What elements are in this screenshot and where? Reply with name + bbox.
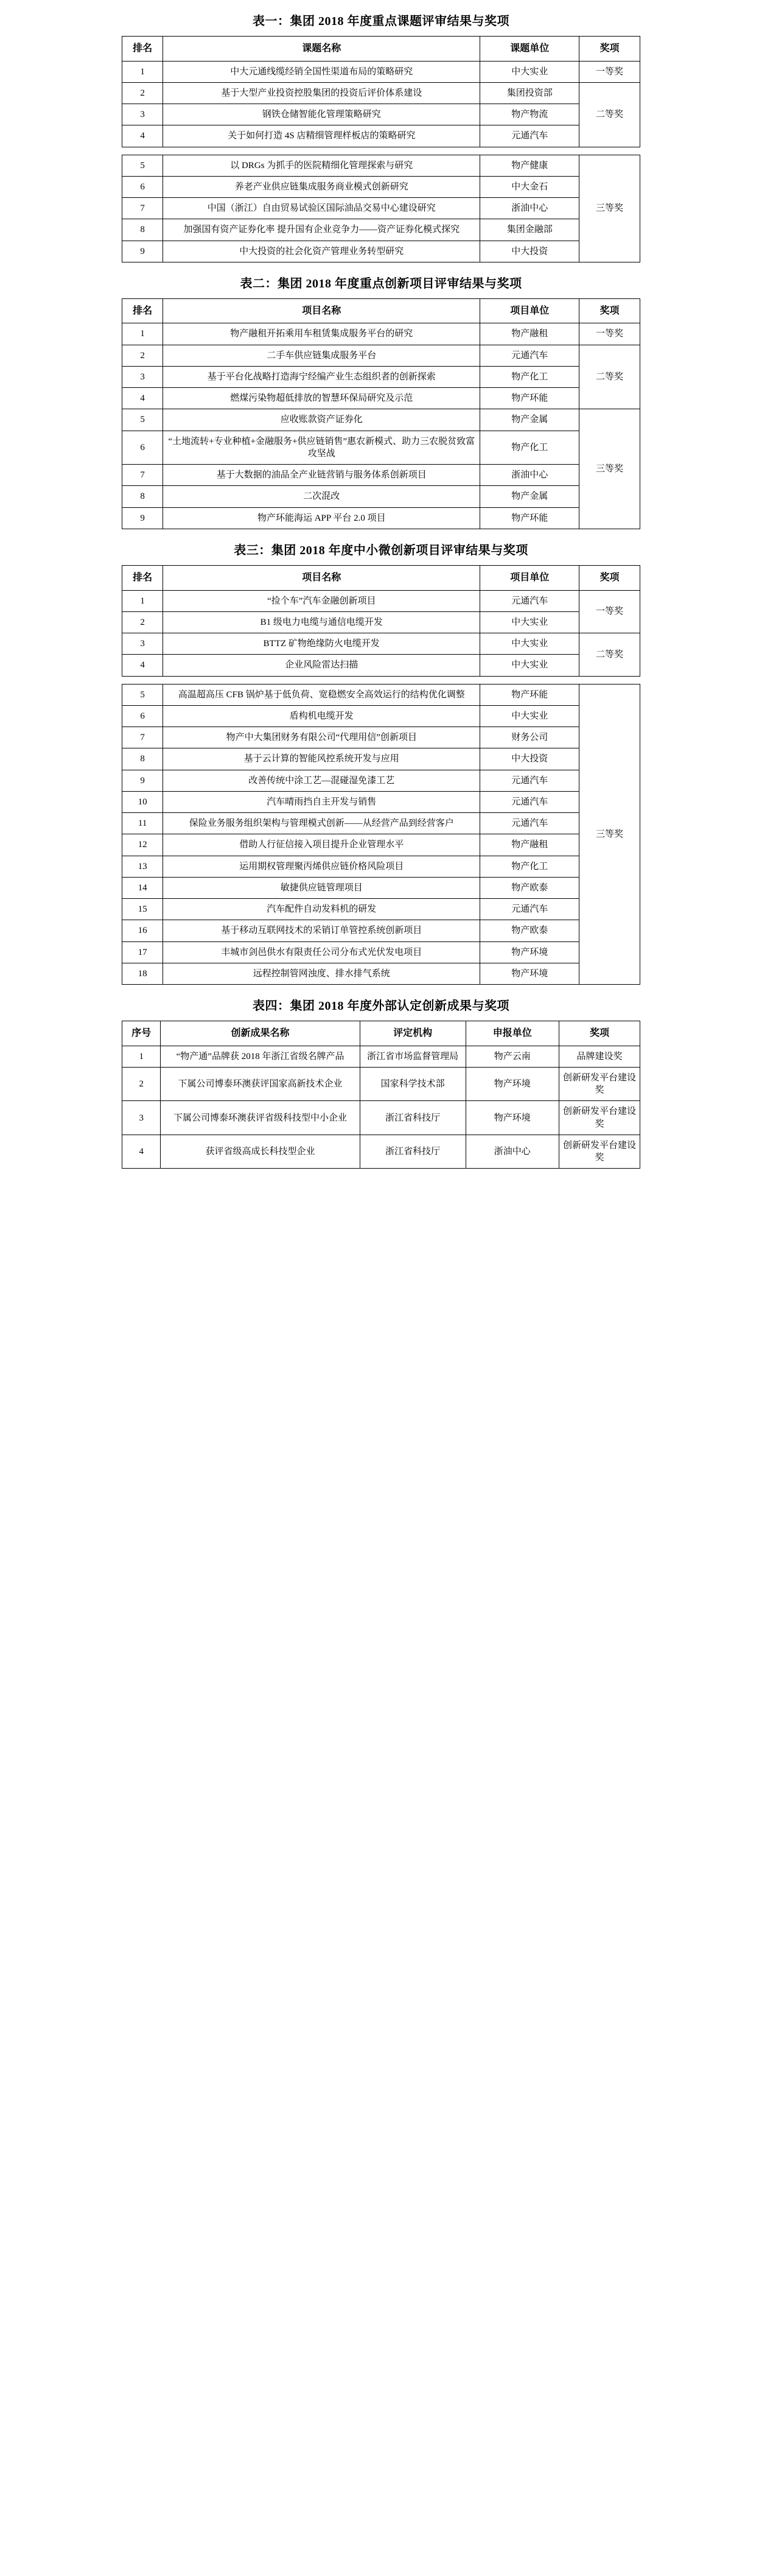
table-row [122, 507, 640, 529]
table-row [122, 198, 640, 219]
table-3-part-1 [122, 565, 640, 677]
cell-unit: 物产融租 [480, 834, 579, 856]
cell-rank: 6 [122, 431, 163, 465]
table-row [122, 963, 640, 984]
cell-rank: 7 [122, 465, 163, 486]
cell-unit: 中大实业 [480, 655, 579, 676]
table-row [122, 684, 640, 705]
cell-unit: 中大实业 [480, 633, 579, 655]
cell-name: 改善传统中涂工艺—混碰湿免漆工艺 [163, 770, 480, 791]
cell-award: 创新研发平台建设奖 [559, 1101, 640, 1135]
cell-name: 获评省级高成长科技型企业 [161, 1135, 360, 1169]
cell-rank: 4 [122, 655, 163, 676]
table-row [122, 920, 640, 941]
table-row [122, 727, 640, 748]
table-row [122, 705, 640, 727]
cell-name: B1 级电力电缆与通信电缆开发 [163, 611, 480, 633]
column-header-name: 课题名称 [163, 37, 480, 62]
cell-unit: 中大金石 [480, 176, 579, 197]
cell-name: 运用期权管理聚丙烯供应链价格风险项目 [163, 856, 480, 877]
table-row [122, 465, 640, 486]
cell-rank: 16 [122, 920, 163, 941]
section-table-3 [0, 529, 762, 985]
cell-rank: 1 [122, 323, 163, 345]
cell-unit: 物产金属 [480, 486, 579, 507]
cell-unit: 物产健康 [480, 155, 579, 176]
cell-award: 品牌建设奖 [559, 1046, 640, 1067]
cell-unit: 物产欧泰 [480, 920, 579, 941]
table-row [122, 176, 640, 197]
cell-rank: 7 [122, 727, 163, 748]
cell-rank: 15 [122, 899, 163, 920]
cell-index: 4 [122, 1135, 161, 1169]
cell-rank: 8 [122, 219, 163, 241]
cell-unit: 中大投资 [480, 241, 579, 262]
cell-unit: 元通汽车 [480, 813, 579, 834]
cell-name: 物产中大集团财务有限公司“代理用信”创新项目 [163, 727, 480, 748]
column-header-award: 奖项 [579, 298, 640, 323]
cell-rank: 12 [122, 834, 163, 856]
table-row [122, 633, 640, 655]
cell-name: “土地流转+专业种植+金融服务+供应链销售”惠农新模式、助力三农脱贫致富攻坚战 [163, 431, 480, 465]
cell-unit: 财务公司 [480, 727, 579, 748]
cell-name: 基于大型产业投资控股集团的投资后评价体系建设 [163, 82, 480, 104]
table-row [122, 899, 640, 920]
table-row [122, 1101, 640, 1135]
cell-unit: 中大实业 [480, 61, 579, 82]
cell-unit: 浙油中心 [480, 465, 579, 486]
cell-unit: 物产云南 [466, 1046, 559, 1067]
table-row [122, 1067, 640, 1101]
cell-org: 浙江省科技厅 [360, 1101, 466, 1135]
table-row [122, 155, 640, 176]
table-row [122, 345, 640, 366]
table-row [122, 748, 640, 770]
cell-name: 物产环能海运 APP 平台 2.0 项目 [163, 507, 480, 529]
table-row [122, 61, 640, 82]
cell-unit: 元通汽车 [480, 345, 579, 366]
cell-name: 养老产业供应链集成服务商业模式创新研究 [163, 176, 480, 197]
cell-name: 盾构机电缆开发 [163, 705, 480, 727]
table-row [122, 125, 640, 147]
table-3-caption: 表三：集团 2018 年度中小微创新项目评审结果与奖项 [234, 543, 528, 557]
table-row [122, 941, 640, 963]
cell-award: 三等奖 [579, 684, 640, 985]
cell-name: 中大元通线缆经销全国性渠道布局的策略研究 [163, 61, 480, 82]
cell-rank: 4 [122, 125, 163, 147]
table-row [122, 813, 640, 834]
cell-name: 钢铁仓储智能化管理策略研究 [163, 104, 480, 125]
column-header-unit: 申报单位 [466, 1021, 559, 1046]
cell-name: 基于大数据的油品全产业链营销与服务体系创新项目 [163, 465, 480, 486]
cell-unit: 浙油中心 [466, 1135, 559, 1169]
table-row [122, 104, 640, 125]
cell-unit: 物产融租 [480, 323, 579, 345]
column-header-name: 项目名称 [163, 565, 480, 590]
cell-unit: 物产环境 [480, 963, 579, 984]
cell-rank: 17 [122, 941, 163, 963]
table-gap [0, 677, 762, 684]
cell-unit: 物产金属 [480, 409, 579, 431]
table-row [122, 856, 640, 877]
cell-name: 高温超高压 CFB 锅炉基于低负荷、宽稳燃安全高效运行的结构优化调整 [163, 684, 480, 705]
table-row [122, 1135, 640, 1169]
table-row [122, 431, 640, 465]
cell-rank: 3 [122, 366, 163, 387]
table-1-part-2 [122, 155, 640, 262]
cell-name: 以 DRGs 为抓手的医院精细化管理探索与研究 [163, 155, 480, 176]
table-header-row [122, 37, 640, 62]
table-4-caption: 表四：集团 2018 年度外部认定创新成果与奖项 [253, 999, 509, 1013]
cell-org: 浙江省科技厅 [360, 1135, 466, 1169]
cell-rank: 3 [122, 633, 163, 655]
table-row [122, 241, 640, 262]
cell-name: 企业风险雷达扫描 [163, 655, 480, 676]
column-header-index: 序号 [122, 1021, 161, 1046]
column-header-award: 奖项 [579, 37, 640, 62]
cell-unit: 物产化工 [480, 366, 579, 387]
cell-index: 2 [122, 1067, 161, 1101]
cell-rank: 5 [122, 155, 163, 176]
cell-name: 下属公司博泰环澳获评国家高新技术企业 [161, 1067, 360, 1101]
cell-unit: 物产化工 [480, 856, 579, 877]
cell-name: 基于云计算的智能风控系统开发与应用 [163, 748, 480, 770]
cell-award: 一等奖 [579, 323, 640, 345]
cell-unit: 集团金融部 [480, 219, 579, 241]
table-row [122, 590, 640, 611]
column-header-unit: 项目单位 [480, 298, 579, 323]
table-1-caption: 表一：集团 2018 年度重点课题评审结果与奖项 [253, 15, 509, 28]
cell-award: 一等奖 [579, 61, 640, 82]
table-header-row [122, 298, 640, 323]
cell-award: 二等奖 [579, 633, 640, 677]
column-header-rank: 排名 [122, 298, 163, 323]
cell-rank: 6 [122, 176, 163, 197]
cell-rank: 2 [122, 611, 163, 633]
cell-name: 燃煤污染物超低排放的智慧环保局研究及示范 [163, 388, 480, 409]
cell-index: 3 [122, 1101, 161, 1135]
table-header-row [122, 565, 640, 590]
cell-unit: 中大实业 [480, 705, 579, 727]
cell-rank: 7 [122, 198, 163, 219]
cell-name: 应收账款资产证券化 [163, 409, 480, 431]
cell-name: 汽车配件自动发料机的研发 [163, 899, 480, 920]
column-header-name: 创新成果名称 [161, 1021, 360, 1046]
cell-unit: 中大实业 [480, 611, 579, 633]
cell-rank: 1 [122, 590, 163, 611]
cell-name: 中大投资的社会化资产管理业务转型研究 [163, 241, 480, 262]
cell-rank: 1 [122, 61, 163, 82]
cell-award: 创新研发平台建设奖 [559, 1067, 640, 1101]
cell-award: 一等奖 [579, 590, 640, 633]
cell-award: 三等奖 [579, 155, 640, 262]
table-row [122, 486, 640, 507]
column-header-award: 奖项 [559, 1021, 640, 1046]
cell-name: 敏捷供应链管理项目 [163, 877, 480, 898]
table-gap [0, 147, 762, 155]
cell-org: 浙江省市场监督管理局 [360, 1046, 466, 1067]
cell-rank: 11 [122, 813, 163, 834]
table-4 [122, 1021, 640, 1169]
table-row [122, 219, 640, 241]
cell-unit: 元通汽车 [480, 590, 579, 611]
table-row [122, 1046, 640, 1067]
cell-unit: 中大投资 [480, 748, 579, 770]
cell-rank: 5 [122, 409, 163, 431]
cell-unit: 物产环境 [466, 1067, 559, 1101]
table-row [122, 323, 640, 345]
cell-name: 基于平台化战略打造海宁经编产业生态组织者的创新探索 [163, 366, 480, 387]
cell-rank: 8 [122, 748, 163, 770]
cell-rank: 9 [122, 770, 163, 791]
cell-award: 创新研发平台建设奖 [559, 1135, 640, 1169]
column-header-org: 评定机构 [360, 1021, 466, 1046]
table-row [122, 655, 640, 676]
cell-rank: 6 [122, 705, 163, 727]
cell-rank: 3 [122, 104, 163, 125]
cell-unit: 物产欧泰 [480, 877, 579, 898]
table-row [122, 82, 640, 104]
cell-rank: 14 [122, 877, 163, 898]
table-3-part-2 [122, 684, 640, 985]
column-header-name: 项目名称 [163, 298, 480, 323]
cell-unit: 物产环能 [480, 684, 579, 705]
cell-unit: 元通汽车 [480, 899, 579, 920]
table-row [122, 409, 640, 431]
cell-index: 1 [122, 1046, 161, 1067]
cell-name: 加强国有资产证券化率 提升国有企业竞争力——资产证券化模式探究 [163, 219, 480, 241]
table-row [122, 791, 640, 812]
table-2-caption: 表二：集团 2018 年度重点创新项目评审结果与奖项 [240, 276, 522, 290]
cell-rank: 4 [122, 388, 163, 409]
cell-name: 二手车供应链集成服务平台 [163, 345, 480, 366]
cell-name: 下属公司博泰环澳获评省级科技型中小企业 [161, 1101, 360, 1135]
cell-rank: 13 [122, 856, 163, 877]
cell-rank: 8 [122, 486, 163, 507]
table-row [122, 366, 640, 387]
cell-unit: 物产环能 [480, 507, 579, 529]
cell-name: BTTZ 矿物绝缘防火电缆开发 [163, 633, 480, 655]
cell-name: 借助人行征信接入项目提升企业管理水平 [163, 834, 480, 856]
cell-name: 二次混改 [163, 486, 480, 507]
table-row [122, 388, 640, 409]
cell-name: 物产融租开拓乘用车租赁集成服务平台的研究 [163, 323, 480, 345]
cell-rank: 9 [122, 241, 163, 262]
cell-award: 二等奖 [579, 345, 640, 409]
cell-unit: 浙油中心 [480, 198, 579, 219]
cell-rank: 2 [122, 82, 163, 104]
cell-unit: 物产化工 [480, 431, 579, 465]
cell-name: 远程控制管网浊度、排水排气系统 [163, 963, 480, 984]
cell-unit: 元通汽车 [480, 125, 579, 147]
table-1-part-1 [122, 36, 640, 147]
cell-unit: 物产环境 [466, 1101, 559, 1135]
cell-rank: 5 [122, 684, 163, 705]
column-header-award: 奖项 [579, 565, 640, 590]
cell-org: 国家科学技术部 [360, 1067, 466, 1101]
cell-unit: 物产环境 [480, 941, 579, 963]
cell-name: 汽车晴雨挡自主开发与销售 [163, 791, 480, 812]
cell-unit: 集团投资部 [480, 82, 579, 104]
table-row [122, 834, 640, 856]
cell-award: 二等奖 [579, 82, 640, 147]
column-header-unit: 课题单位 [480, 37, 579, 62]
section-table-1 [0, 0, 762, 262]
cell-unit: 元通汽车 [480, 770, 579, 791]
cell-name: 关于如何打造 4S 店精细管理样板店的策略研究 [163, 125, 480, 147]
column-header-unit: 项目单位 [480, 565, 579, 590]
cell-rank: 10 [122, 791, 163, 812]
cell-award: 三等奖 [579, 409, 640, 529]
cell-name: “物产通”品牌获 2018 年浙江省级名牌产品 [161, 1046, 360, 1067]
cell-rank: 18 [122, 963, 163, 984]
table-row [122, 611, 640, 633]
cell-name: 基于移动互联网技术的采销订单管控系统创新项目 [163, 920, 480, 941]
section-table-2 [0, 262, 762, 529]
column-header-rank: 排名 [122, 37, 163, 62]
cell-name: “捡个车”汽车金融创新项目 [163, 590, 480, 611]
cell-rank: 9 [122, 507, 163, 529]
table-row [122, 877, 640, 898]
cell-unit: 元通汽车 [480, 791, 579, 812]
cell-name: 丰城市剑邑供水有限责任公司分布式光伏发电项目 [163, 941, 480, 963]
cell-rank: 2 [122, 345, 163, 366]
section-table-4 [0, 985, 762, 1169]
table-2 [122, 298, 640, 529]
table-header-row [122, 1021, 640, 1046]
cell-name: 保险业务服务组织架构与管理模式创新——从经营产品到经营客户 [163, 813, 480, 834]
table-row [122, 770, 640, 791]
column-header-rank: 排名 [122, 565, 163, 590]
document-page [0, 0, 762, 1169]
cell-unit: 物产环能 [480, 388, 579, 409]
cell-unit: 物产物流 [480, 104, 579, 125]
cell-name: 中国（浙江）自由贸易试验区国际油品交易中心建设研究 [163, 198, 480, 219]
